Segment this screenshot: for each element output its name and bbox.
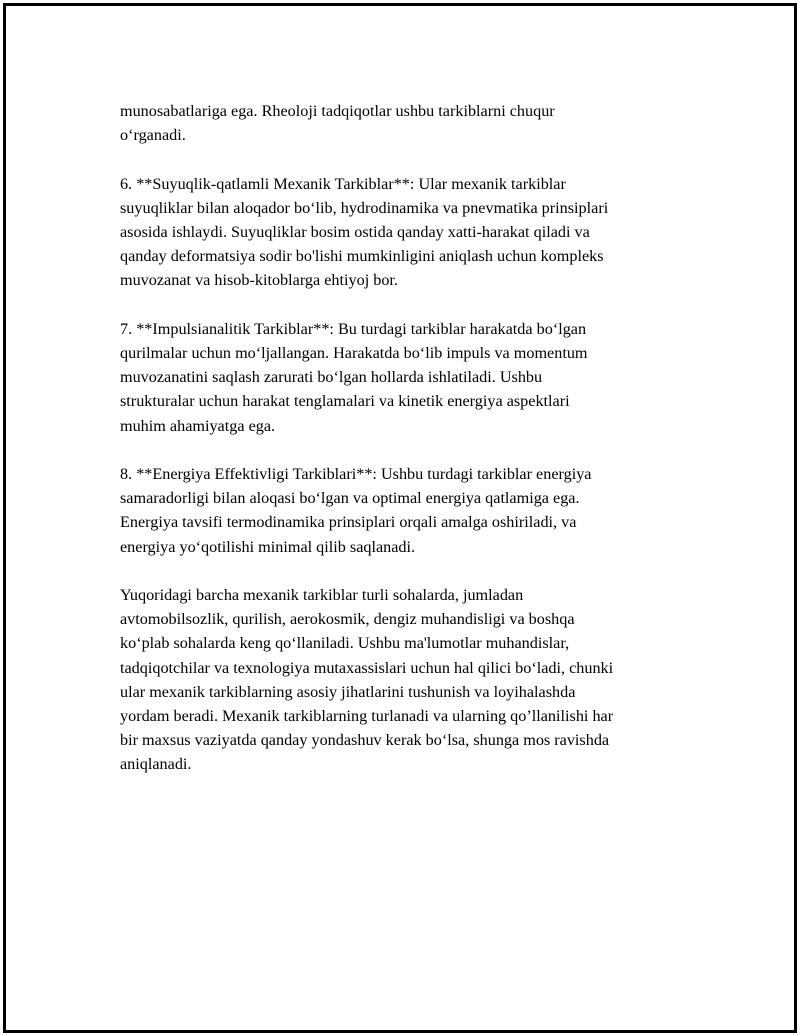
text-line: tadqiqotchilar va texnologiya mutaxassislari uchun hal qilici bo‘ladi, chunki <box>120 658 614 677</box>
text-line: 6. **Suyuqlik-qatlamli Mexanik Tarkiblar**: Ular mexanik tarkiblar <box>120 174 566 193</box>
text-line: aniqlanadi. <box>120 755 192 774</box>
text-line: avtomobilsozlik, qurilish, aerokosmik, dengiz muhandisligi va boshqa <box>120 610 575 629</box>
text-line: muvozanat va hisob-kitoblarga ehtiyoj bor. <box>120 271 398 290</box>
document-text <box>120 99 700 801</box>
text-line: yordam beradi. Mexanik tarkiblarning turlanadi va ularning qo’llanilishi har <box>120 707 614 726</box>
paragraph-rheology-continuation <box>120 99 700 147</box>
paragraph-item-7 <box>120 317 700 438</box>
document-page <box>3 3 797 1033</box>
paragraph-conclusion <box>120 583 700 777</box>
text-line: asosida ishlaydi. Suyuqliklar bosim ostida qanday xatti-harakat qiladi va <box>120 223 590 241</box>
text-line: muvozanatini saqlash zarurati bo‘lgan hollarda ishlatiladi. Ushbu <box>120 368 543 387</box>
text-line: munosabatlariga ega. Rheoloji tadqiqotlar ushbu tarkiblarni chuqur <box>120 102 555 120</box>
text-line: ko‘plab sohalarda keng qo‘llaniladi. Ushbu ma'lumotlar muhandislar, <box>120 634 570 653</box>
text-line: strukturalar uchun harakat tenglamalari va kinetik energiya aspektlari <box>120 392 570 411</box>
text-line: samaradorligi bilan aloqasi bo‘lgan va optimal energiya qatlamiga ega. <box>120 489 580 508</box>
text-line: 8. **Energiya Effektivligi Tarkiblari**: Ushbu turdagi tarkiblar energiya <box>120 465 592 483</box>
text-line: qanday deformatsiya sodir bo'lishi mumkinligini aniqlash uchun kompleks <box>120 247 604 266</box>
paragraph-item-8 <box>120 462 700 559</box>
paragraph-item-6 <box>120 172 700 293</box>
text-line: energiya yo‘qotilishi minimal qilib saqlanadi. <box>120 537 416 556</box>
text-line: Energiya tavsifi termodinamika prinsiplari orqali amalga oshiriladi, va <box>120 513 577 532</box>
text-line: Yuqoridagi barcha mexanik tarkiblar turli sohalarda, jumladan <box>120 586 524 604</box>
text-line: 7. **Impulsianalitik Tarkiblar**: Bu turdagi tarkiblar harakatda bo‘lgan <box>120 319 587 338</box>
text-line: o‘rganadi. <box>120 126 186 145</box>
text-line: muhim ahamiyatga ega. <box>120 416 276 435</box>
text-line: qurilmalar uchun mo‘ljallangan. Harakatda bo‘lib impuls va momentum <box>120 344 588 362</box>
text-line: suyuqliklar bilan aloqador bo‘lib, hydrodinamika va pnevmatika prinsiplari <box>120 198 609 217</box>
text-line: ular mexanik tarkiblarning asosiy jihatlarini tushunish va loyihalashda <box>120 682 576 701</box>
text-line: bir maxsus vaziyatda qanday yondashuv kerak bo‘lsa, shunga mos ravishda <box>120 731 610 750</box>
